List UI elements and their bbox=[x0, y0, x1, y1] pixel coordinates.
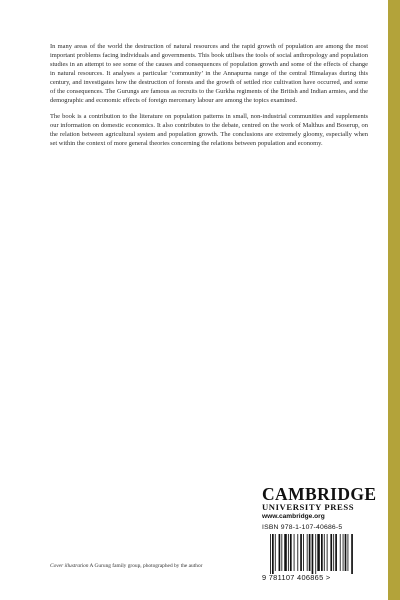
barcode-bar bbox=[288, 534, 289, 571]
barcode-bar bbox=[345, 534, 347, 571]
barcode-bar bbox=[321, 534, 323, 571]
cover-illustration-text: A Gurung family group, photographed by the author bbox=[88, 563, 203, 569]
barcode-bar bbox=[294, 534, 295, 571]
barcode-bar bbox=[275, 534, 276, 571]
barcode-bar bbox=[351, 534, 353, 574]
barcode-bar bbox=[317, 534, 320, 571]
barcode-bar bbox=[309, 534, 311, 571]
barcode-bars bbox=[270, 534, 353, 574]
barcode-bar bbox=[343, 534, 344, 571]
barcode-bar bbox=[279, 534, 281, 571]
barcode-bar bbox=[335, 534, 337, 571]
publisher-name: CAMBRIDGE bbox=[262, 484, 377, 504]
barcode-bar bbox=[348, 534, 349, 571]
cover-illustration-label: Cover illustration bbox=[50, 563, 89, 569]
blurb-paragraph-1: In many areas of the world the destruction of natural resources and the rapid growth of population are among the most important problems facing individuals and governments. This book utilises the tools of social anthropology and population studies in an attempt to see some of the causes and consequences of population growth and some of the effects of change in natural resources. It analyses a particular ‘community’ in the Annapurna range of the central Himalayas during this century, and investigates how the destruction of forests and the growth of settled rice cultivation have occurred, and some of the consequences. The Gurungs are famous as recruits to the Gurkha regiments of the British and Indian armies, and the demographic and economic effects of foreign mercenary labour are among the topics examined. bbox=[50, 43, 368, 105]
isbn-barcode bbox=[262, 534, 382, 582]
barcode-bar bbox=[307, 534, 308, 571]
barcode-bar bbox=[281, 534, 282, 571]
barcode-bar bbox=[330, 534, 332, 571]
blurb-paragraph-2: The book is a contribution to the literature on population patterns in small, non-industrial communities and supplements our information on domestic economics. It also contributes to the debate, centred on the work of Malthus and Boserup, on the relation between agricultural system and population growth. The conclusions are extremely gloomy, especially when set within the context of more general theories concerning the relations between population and economy. bbox=[50, 113, 368, 148]
barcode-bar bbox=[303, 534, 304, 571]
publisher-url: www.cambridge.org bbox=[262, 513, 325, 520]
barcode-bar bbox=[324, 534, 325, 571]
barcode-bar bbox=[272, 534, 274, 574]
isbn-label: ISBN 978-1-107-40686-5 bbox=[262, 524, 343, 531]
barcode-bar bbox=[297, 534, 298, 571]
publisher-logo bbox=[262, 486, 382, 521]
barcode-bar bbox=[290, 534, 292, 571]
barcode-bar bbox=[333, 534, 334, 571]
back-cover-blurb bbox=[50, 42, 368, 156]
barcode-bar bbox=[270, 534, 271, 574]
barcode-bar bbox=[315, 534, 316, 574]
barcode-digits: 9 781107 406865 > bbox=[262, 573, 331, 582]
barcode-bar bbox=[312, 534, 314, 574]
publisher-subtitle: UNIVERSITY PRESS bbox=[262, 502, 355, 512]
barcode-bar bbox=[340, 534, 341, 571]
barcode-bar bbox=[300, 534, 302, 571]
cover-illustration-credit bbox=[50, 562, 210, 570]
barcode-bar bbox=[327, 534, 328, 571]
barcode-bar bbox=[284, 534, 287, 571]
spine-color-band bbox=[388, 0, 400, 600]
